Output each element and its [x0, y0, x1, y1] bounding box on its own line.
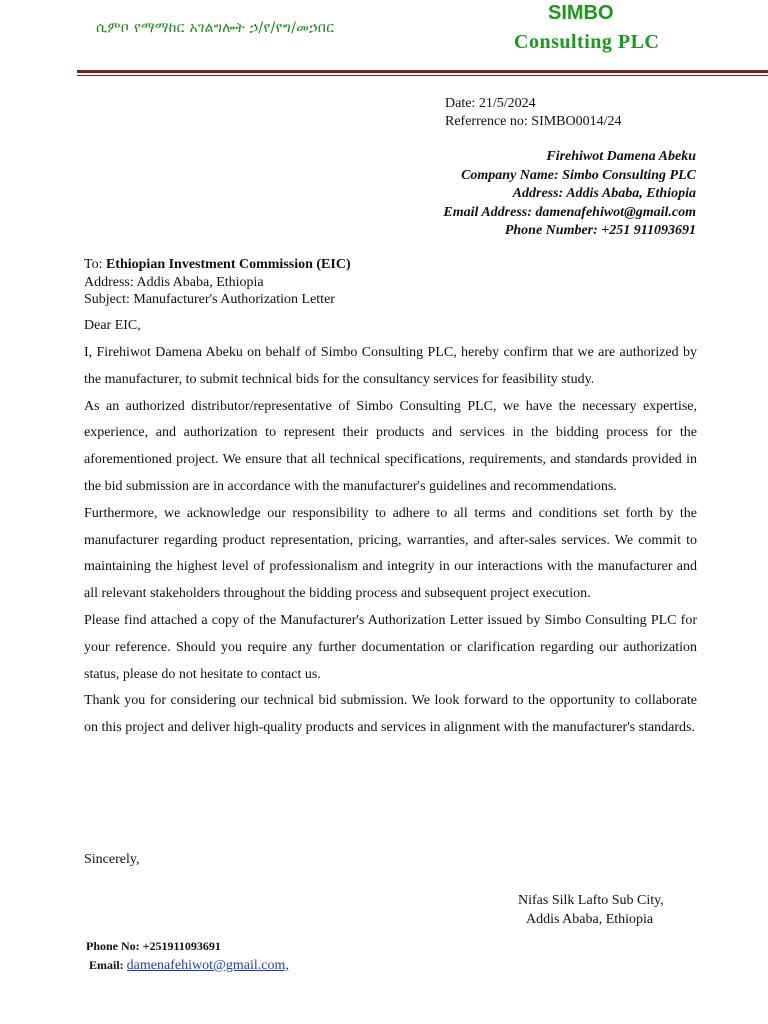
body-paragraph: Thank you for considering our technical bid submission. We look forward to the opportunity to collaborate on this project and deliver high-quality products and services in alignment with the manufacturer's standards. [84, 693, 697, 736]
letter-subject: Subject: Manufacturer's Authorization Letter [84, 292, 335, 307]
sender-address: Address: Addis Ababa, Ethiopia [512, 186, 696, 201]
body-paragraph: As an authorized distributor/representative of Simbo Consulting PLC, we have the necessary expertise, experience, and authorization to represent their products and services in the bidding process for the aforementioned project. We ensure that all technical specifications, requirements, and standards provided in the bid submission are in accordance with the manufacturer's guidelines and recommendations. [84, 398, 697, 494]
letter-body [84, 340, 697, 742]
footer-address [518, 891, 664, 929]
brand-subtitle: Consulting PLC [514, 31, 660, 53]
footer-email [89, 958, 289, 974]
header-divider-thick [77, 70, 768, 73]
date-block [445, 95, 622, 131]
salutation: Dear EIC, [84, 318, 141, 333]
body-paragraph: Please find attached a copy of the Manufacturer's Authorization Letter issued by Simbo Consulting PLC for your reference. Should you require any further documentation or clarification regarding our authorization status, please do not hesitate to contact us. [84, 612, 697, 682]
to-prefix: To: [84, 257, 106, 272]
sender-phone: Phone Number: +251 911093691 [504, 223, 696, 238]
email-link[interactable]: damenafehiwot@gmail.com, [126, 958, 289, 973]
body-paragraph: I, Firehiwot Damena Abeku on behalf of Simbo Consulting PLC, hereby confirm that we are authorized by the manufacturer, to submit technical bids for the consultancy services for feasibility study. [84, 345, 697, 387]
recipient-to [84, 256, 351, 274]
sender-company: Company Name: Simbo Consulting PLC [461, 167, 696, 183]
email-label: Email: [89, 958, 127, 972]
header-divider-thin [77, 75, 768, 76]
footer-address-line2: Addis Ababa, Ethiopia [526, 912, 654, 927]
sender-name: Firehiwot Damena Abeku [546, 149, 696, 164]
footer-phone: Phone No: +251911093691 [86, 939, 221, 953]
reference-number: Referrence no: SIMBO0014/24 [445, 114, 622, 129]
body-paragraph: Furthermore, we acknowledge our responsibility to adhere to all terms and conditions set forth by the manufacturer regarding product representation, pricing, warranties, and after-sales services. We commit to maintaining the highest level of professionalism and integrity in our interactions with the manufacturer and all relevant stakeholders throughout the bidding process and subsequent project execution. [84, 505, 697, 602]
recipient-block [84, 256, 351, 309]
brand-name: SIMBO [548, 2, 614, 24]
recipient-name: Ethiopian Investment Commission (EIC) [105, 257, 351, 272]
sender-block [443, 148, 696, 241]
footer-address-line1: Nifas Silk Lafto Sub City, [518, 893, 664, 908]
recipient-address: Address: Addis Ababa, Ethiopia [84, 274, 264, 290]
amharic-company-name: ሲምቦ የማማከር አገልግሎት ኃ/የ/የግ/መኃበር [96, 20, 335, 36]
closing: Sincerely, [84, 852, 140, 867]
letter-date: Date: 21/5/2024 [445, 96, 536, 111]
sender-email: Email Address: damenafehiwot@gmail.com [443, 204, 696, 220]
